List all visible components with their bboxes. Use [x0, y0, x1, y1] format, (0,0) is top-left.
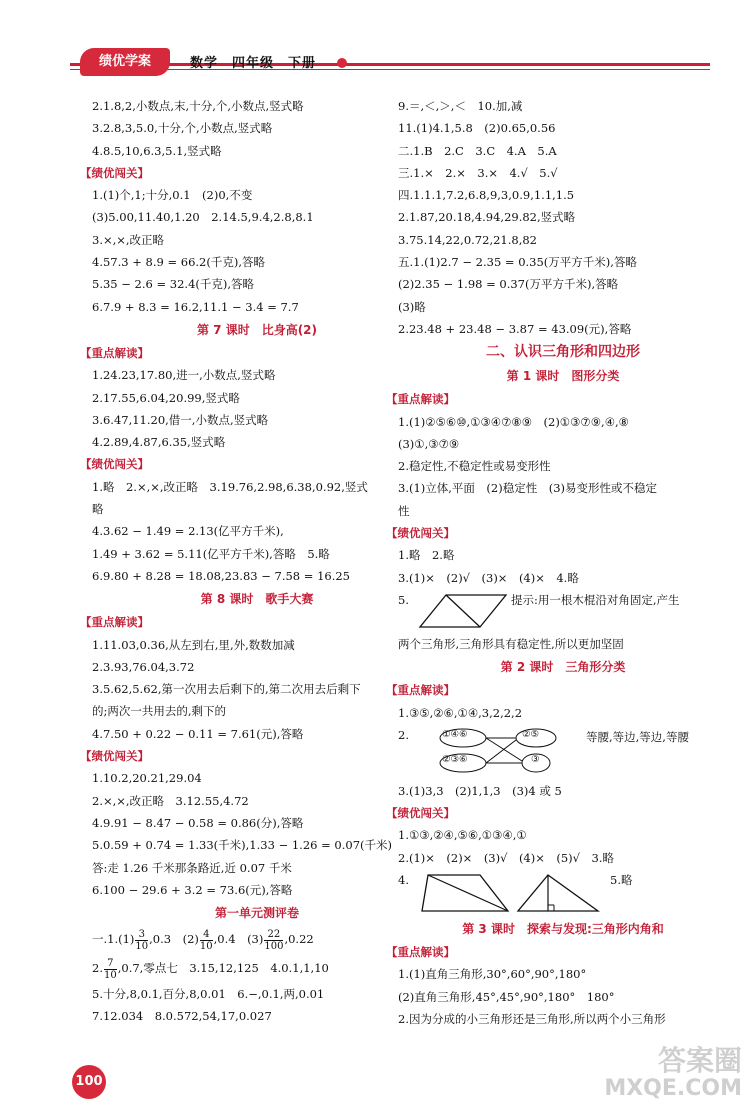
answer-line: 1.49 + 3.62 = 5.11(亿平方千米),答略 5.略 — [92, 546, 330, 561]
answer-line: 4.9.91 − 8.47 − 0.58 = 0.86(分),答略 — [92, 815, 304, 830]
answer-line: 4.57.3 + 8.9 = 66.2(千克),答略 — [92, 255, 265, 270]
section-tag: 【绩优闯关】 — [386, 526, 455, 541]
section-tag: 【重点解读】 — [80, 615, 149, 630]
answer-line: 6.7.9 + 8.3 = 16.2,11.1 − 3.4 = 7.7 — [92, 299, 299, 314]
answer-line: (3)①,③⑦⑨ — [398, 436, 460, 451]
trapezoid-triangle-figure — [420, 873, 600, 913]
answer-text: 2. — [92, 961, 103, 976]
answer-line: 3.(1)立体,平面 (2)稳定性 (3)易变形性或不稳定 — [398, 481, 657, 496]
answer-text: ,0.22 — [284, 932, 314, 947]
section-tag: 【重点解读】 — [386, 945, 455, 960]
answer-line: 5.0.59 + 0.74 = 1.33(千米),1.33 − 1.26 = 0.07(千米) — [92, 838, 392, 853]
lesson-heading: 第 7 课时 比身高(2) — [196, 322, 318, 337]
page-number: 100 — [72, 1065, 106, 1099]
answer-line: 两个三角形,三角形具有稳定性,所以更加坚固 — [398, 636, 624, 651]
answer-line: 3.(1)× (2)√ (3)× (4)× 4.略 — [398, 570, 579, 585]
lesson-heading: 第 3 课时 探索与发现:三角形内角和 — [462, 922, 664, 937]
section-tag: 【绩优闯关】 — [80, 165, 149, 180]
answer-line: 4.2.89,4.87,6.35,竖式略 — [92, 435, 226, 450]
answer-line: 2.因为分成的小三角形还是三角形,所以两个小三角形 — [398, 1011, 666, 1026]
header-dot — [337, 58, 347, 68]
answer-line: 2.3.93,76.04,3.72 — [92, 659, 195, 674]
answer-line: 三.1.× 2.× 3.× 4.√ 5.√ — [398, 165, 558, 180]
answer-line: 6.100 − 29.6 + 3.2 = 73.6(元),答略 — [92, 882, 293, 897]
answer-text: 5.略 — [610, 873, 633, 888]
answer-line: 四.1.1.1,7.2,6.8,9,3,0.9,1.1,1.5 — [398, 188, 575, 203]
answer-line: 7.12.034 8.0.572,54,17,0.027 — [92, 1009, 272, 1024]
fraction-numerator: 4 — [200, 929, 213, 941]
answer-text: ,0.3 (2) — [149, 932, 199, 947]
answer-line: 3.6.47,11.20,借一,小数点,竖式略 — [92, 412, 269, 427]
answer-line: 二.1.B 2.C 3.C 4.A 5.A — [398, 143, 557, 158]
answer-line: 2.×,×,改正略 3.12.55,4.72 — [92, 793, 249, 808]
answer-text: 等腰,等边,等边,等腰 — [586, 729, 689, 744]
answer-line: 五.1.(1)2.7 − 2.35 = 0.35(万平方千米),答略 — [398, 255, 637, 270]
answer-line: (3)5.00,11.40,1.20 2.14.5,9.4,2.8,8.1 — [92, 210, 314, 225]
left-column — [80, 95, 422, 1028]
question-number: 5. — [398, 592, 409, 607]
answer-line: 11.(1)4.1,5.8 (2)0.65,0.56 — [398, 121, 556, 136]
answer-text: ,0.4 (3) — [213, 932, 264, 947]
answer-line: 4.7.50 + 0.22 − 0.11 = 7.61(元),答略 — [92, 726, 304, 741]
section-tag: 【重点解读】 — [386, 392, 455, 407]
question-number: 2. — [398, 727, 409, 742]
answer-line — [92, 953, 422, 983]
answer-line: 略 — [92, 502, 104, 517]
answer-line: 3.75.14,22,0.72,21.8,82 — [398, 232, 537, 247]
answer-text: 一.1.(1) — [92, 932, 135, 947]
fraction-numerator: 3 — [135, 929, 148, 941]
fraction — [104, 958, 117, 981]
lesson-heading: 第 1 课时 图形分类 — [506, 369, 620, 384]
section-tag: 【绩优闯关】 — [386, 806, 455, 821]
answer-line: (3)略 — [398, 299, 426, 314]
answer-line: 1.略 2.略 — [398, 548, 455, 563]
watermark-url: MXQE.COM — [604, 1076, 742, 1101]
answer-line: 2.17.55,6.04,20.99,竖式略 — [92, 390, 240, 405]
brand-badge: 绩优学案 — [80, 48, 170, 76]
lesson-heading: 二、认识三角形和四边形 — [486, 344, 640, 361]
answer-line: 3.5.62,5.62,第一次用去后剩下的,第二次用去后剩下 — [92, 682, 361, 697]
fraction-denominator: 100 — [264, 940, 284, 952]
parallelogram-figure — [418, 593, 508, 629]
fraction — [264, 929, 283, 952]
answer-line: (2)直角三角形,45°,45°,90°,180° 180° — [398, 989, 615, 1004]
answer-line: 的;两次一共用去的,剩下的 — [92, 704, 227, 719]
fraction — [200, 929, 213, 952]
right-column — [386, 95, 728, 1030]
section-tag: 【绩优闯关】 — [80, 749, 149, 764]
answer-line: 3.(1)3,3 (2)1,1,3 (3)4 或 5 — [398, 783, 562, 798]
answer-line: 3.2.8,3,5.0,十分,个,小数点,竖式略 — [92, 121, 273, 136]
answer-line: 1.24.23,17.80,进一,小数点,竖式略 — [92, 368, 276, 383]
diagram-label: ③ — [531, 753, 540, 765]
lesson-heading: 第 8 课时 歌手大赛 — [200, 592, 314, 607]
answer-line — [398, 869, 728, 917]
answer-line: 2.(1)× (2)× (3)√ (4)× (5)√ 3.略 — [398, 850, 614, 865]
answer-line: 4.8.5,10,6.3,5.1,竖式略 — [92, 143, 222, 158]
answer-line: 4.3.62 − 1.49 = 2.13(亿平方千米), — [92, 524, 284, 539]
answer-line: 5.35 − 2.6 = 32.4(千克),答略 — [92, 277, 255, 292]
answer-line: 性 — [398, 503, 410, 518]
section-tag: 【绩优闯关】 — [80, 457, 149, 472]
answer-line — [398, 724, 728, 780]
answer-text: ,0.7,零点七 3.15,12,125 4.0.1,1,10 — [117, 961, 329, 976]
answer-line: 9.＝,＜,＞,＜ 10.加,减 — [398, 99, 523, 113]
watermark-cn: 答案圈 — [657, 1044, 742, 1077]
answer-line: (2)2.35 − 1.98 = 0.37(万平方千米),答略 — [398, 277, 619, 292]
answer-line: 1.③⑤,②⑥,①④,3,2,2,2 — [398, 705, 523, 720]
fraction-denominator: 10 — [103, 969, 117, 981]
book-subject: 数学 四年级 下册 — [190, 56, 317, 71]
answer-line: 2.1.8,2,小数点,末,十分,个,小数点,竖式略 — [92, 99, 304, 113]
answer-line: 1.(1)②⑤⑥⑩,①③④⑦⑧⑨ (2)①③⑦⑨,④,⑧ — [398, 414, 629, 429]
answer-line: 5.十分,8,0.1,百分,8,0.01 6.−,0.1,两,0.01 — [92, 987, 325, 1002]
answer-line: 6.9.80 + 8.28 = 18.08,23.83 − 7.58 = 16.25 — [92, 568, 350, 583]
answer-line: 2.稳定性,不稳定性或易变形性 — [398, 459, 551, 474]
answer-line — [92, 925, 422, 953]
question-number: 4. — [398, 873, 409, 888]
diagram-label: ②③⑥ — [442, 753, 468, 765]
lesson-heading: 第一单元测评卷 — [214, 906, 299, 921]
hint-text: 提示:用一根木棍沿对角固定,产生 — [511, 592, 680, 607]
section-tag: 【重点解读】 — [386, 683, 455, 698]
lesson-heading: 第 2 课时 三角形分类 — [500, 660, 626, 675]
diagram-label: ②⑤ — [522, 728, 540, 740]
fraction-denominator: 10 — [135, 940, 149, 952]
answer-line — [398, 589, 728, 633]
fraction-numerator: 22 — [264, 929, 283, 941]
watermark — [604, 1044, 742, 1103]
fraction-denominator: 10 — [199, 940, 213, 952]
answer-line: 1.略 2.×,×,改正略 3.19.76,2.98,6.38,0.92,竖式 — [92, 479, 368, 494]
answer-line: 2.23.48 + 23.48 − 3.87 = 43.09(元),答略 — [398, 321, 632, 336]
answer-line: 1.11.03,0.36,从左到右,里,外,数数加减 — [92, 637, 295, 652]
answer-line: 2.1.87,20.18,4.94,29.82,竖式略 — [398, 210, 576, 225]
diagram-label: ①④⑥ — [442, 728, 468, 740]
section-tag: 【重点解读】 — [80, 345, 149, 360]
answer-line: 答:走 1.26 千米那条路近,近 0.07 千米 — [92, 860, 292, 875]
answer-line: 1.(1)个,1;十分,0.1 (2)0,不变 — [92, 188, 253, 203]
fraction-numerator: 7 — [104, 958, 117, 970]
answer-line: 3.×,×,改正略 — [92, 232, 165, 247]
answer-line: 1.10.2,20.21,29.04 — [92, 771, 202, 786]
answer-line: 1.①③,②④,⑤⑥,①③④,① — [398, 828, 527, 843]
answer-line: 1.(1)直角三角形,30°,60°,90°,180° — [398, 967, 587, 982]
fraction — [135, 929, 148, 952]
